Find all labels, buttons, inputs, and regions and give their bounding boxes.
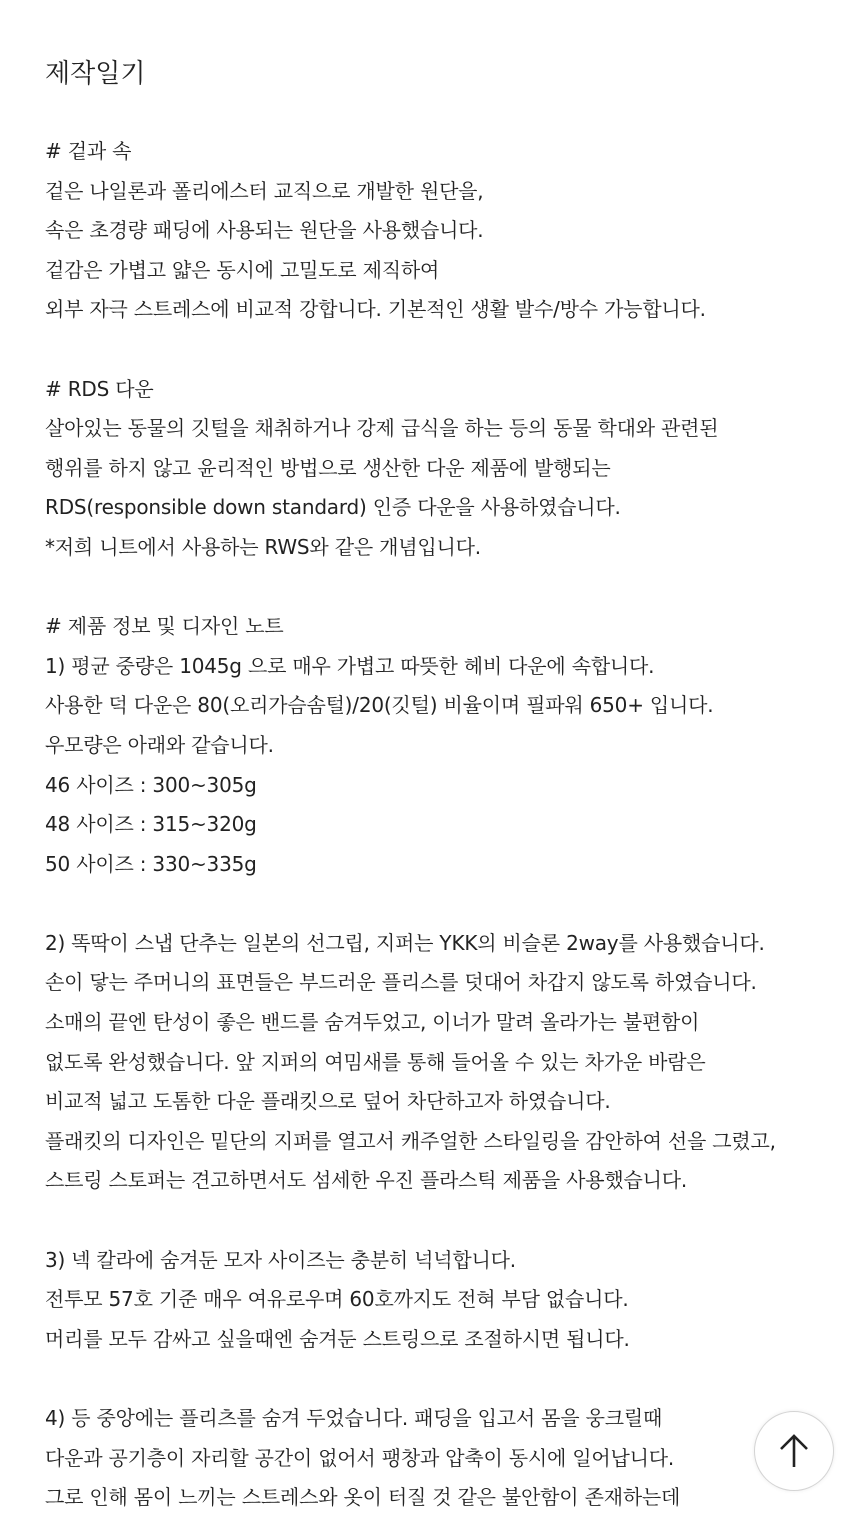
section-note-2	[45, 924, 835, 1201]
page-title: 제작일기	[45, 59, 146, 89]
scroll-to-top-button[interactable]	[754, 1411, 834, 1491]
section-heading: # RDS 다운	[45, 376, 154, 401]
paragraph-line: 2) 똑딱이 스냅 단추는 일본의 선그립, 지퍼는 YKK의 비슬론 2way를 사용했습니다.	[45, 930, 765, 955]
paragraph-line: 행위를 하지 않고 윤리적인 방법으로 생산한 다운 제품에 발행되는	[45, 455, 611, 480]
paragraph-line: 겉은 나일론과 폴리에스터 교직으로 개발한 원단을,	[45, 178, 484, 203]
paragraph-line: 비교적 넓고 도톰한 다운 플래킷으로 덮어 차단하고자 하였습니다.	[45, 1089, 611, 1114]
paragraph-line: 우모량은 아래와 같습니다.	[45, 732, 274, 757]
section-note-3	[45, 1241, 835, 1360]
paragraph-line: 외부 자극 스트레스에 비교적 강합니다. 기본적인 생활 발수/방수 가능합니다.	[45, 297, 706, 322]
paragraph-line: 1) 평균 중량은 1045g 으로 매우 가볍고 따뜻한 헤비 다운에 속합니다.	[45, 653, 655, 678]
paragraph-line: 겉감은 가볍고 얇은 동시에 고밀도로 제직하여	[45, 257, 440, 282]
paragraph-line: 50 사이즈 : 330~335g	[45, 851, 257, 876]
paragraph-line: 전투모 57호 기준 매우 여유로우며 60호까지도 전혀 부담 없습니다.	[45, 1287, 629, 1312]
paragraph-line: 48 사이즈 : 315~320g	[45, 812, 257, 837]
paragraph-line: 3) 넥 칼라에 숨겨둔 모자 사이즈는 충분히 넉넉합니다.	[45, 1247, 516, 1272]
paragraph-line: RDS(responsible down standard) 인증 다운을 사용하였습니다.	[45, 495, 621, 520]
paragraph-line: *저희 니트에서 사용하는 RWS와 같은 개념입니다.	[45, 534, 481, 559]
paragraph-line: 플래킷의 디자인은 밑단의 지퍼를 열고서 캐주얼한 스타일링을 감안하여 선을 그렸고,	[45, 1128, 776, 1153]
paragraph-line: 다운과 공기층이 자리할 공간이 없어서 팽창과 압축이 동시에 일어납니다.	[45, 1445, 675, 1470]
paragraph-line: 없도록 완성했습니다. 앞 지퍼의 여밈새를 통해 들어올 수 있는 차가운 바람은	[45, 1049, 706, 1074]
section-outer-inner	[45, 132, 835, 330]
arrow-up-icon	[779, 1434, 809, 1468]
paragraph-line: 살아있는 동물의 깃털을 채취하거나 강제 급식을 하는 등의 동물 학대와 관련된	[45, 416, 719, 441]
section-heading: # 제품 정보 및 디자인 노트	[45, 614, 284, 639]
section-heading: # 겉과 속	[45, 139, 132, 163]
paragraph-line: 그로 인해 몸이 느끼는 스트레스와 옷이 터질 것 같은 불안함이 존재하는데	[45, 1485, 681, 1510]
article-body	[45, 132, 835, 1518]
paragraph-line: 속은 초경량 패딩에 사용되는 원단을 사용했습니다.	[45, 218, 484, 243]
paragraph-line: 머리를 모두 감싸고 싶을때엔 숨겨둔 스트링으로 조절하시면 됩니다.	[45, 1326, 630, 1351]
paragraph-line: 4) 등 중앙에는 플리츠를 숨겨 두었습니다. 패딩을 입고서 몸을 웅크릴때	[45, 1406, 663, 1430]
section-product-info	[45, 607, 835, 884]
paragraph-line: 손이 닿는 주머니의 표면들은 부드러운 플리스를 덧대어 차갑지 않도록 하였습니다.	[45, 970, 757, 995]
paragraph-line: 46 사이즈 : 300~305g	[45, 772, 257, 797]
paragraph-line: 소매의 끝엔 탄성이 좋은 밴드를 숨겨두었고, 이너가 말려 올라가는 불편함이	[45, 1010, 700, 1035]
paragraph-line: 스트링 스토퍼는 견고하면서도 섬세한 우진 플라스틱 제품을 사용했습니다.	[45, 1168, 687, 1193]
section-rds-down	[45, 370, 835, 568]
paragraph-line: 사용한 덕 다운은 80(오리가슴솜털)/20(깃털) 비율이며 필파워 650+ 입니다.	[45, 693, 714, 718]
